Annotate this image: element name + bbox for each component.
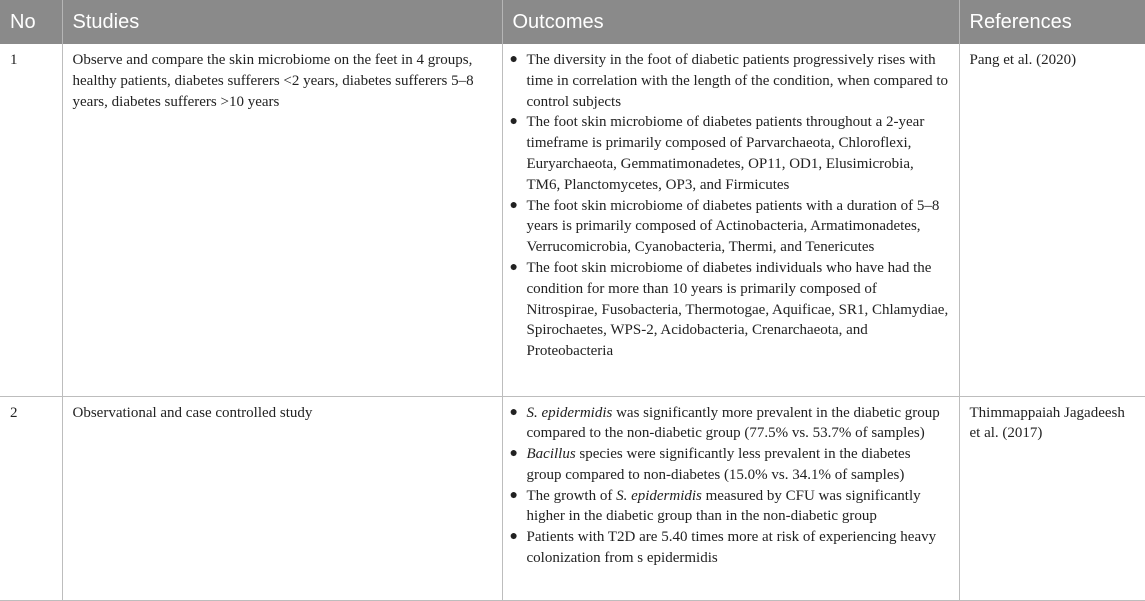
header-studies: Studies bbox=[62, 0, 502, 44]
species-name: Bacillus bbox=[526, 446, 576, 463]
outcome-list bbox=[509, 403, 949, 569]
outcome-text: The foot skin microbiome of diabetes patients with a duration of 5–8 years is primarily composed of Actinobacteria, Armatimonadetes, Verrucomicrobia, Cyanobacteria, Thermi, and Tenericutes bbox=[526, 197, 940, 256]
outcome-text: Patients with T2D are 5.40 times more at risk of experiencing heavy colonization from s epidermidis bbox=[526, 529, 937, 567]
bullet-icon: ● bbox=[509, 487, 518, 503]
bullet-icon: ● bbox=[509, 114, 518, 130]
outcome-item bbox=[509, 196, 949, 258]
cell-no: 2 bbox=[0, 396, 62, 600]
bullet-icon: ● bbox=[509, 197, 518, 213]
bullet-icon: ● bbox=[509, 529, 518, 545]
outcome-item bbox=[509, 486, 949, 528]
bullet-icon: ● bbox=[509, 52, 518, 67]
outcome-list bbox=[509, 50, 949, 362]
bullet-icon: ● bbox=[509, 259, 518, 275]
cell-reference: Thimmappaiah Jagadeesh et al. (2017) bbox=[959, 396, 1145, 600]
cell-outcomes bbox=[502, 396, 959, 600]
outcome-item bbox=[509, 444, 949, 486]
cell-study: Observational and case controlled study bbox=[62, 396, 502, 600]
table-header bbox=[0, 0, 1145, 44]
outcome-item bbox=[509, 50, 949, 112]
outcome-item bbox=[509, 258, 949, 362]
outcome-text: The diversity in the foot of diabetic patients progressively rises with time in correlation with the length of the condition, when compared to control subjects bbox=[526, 52, 949, 110]
bullet-icon: ● bbox=[509, 446, 518, 462]
outcome-text: measured by CFU was significantly higher in the diabetic group than in the non-diabetic group bbox=[526, 487, 921, 525]
outcome-item bbox=[509, 527, 949, 569]
cell-study: Observe and compare the skin microbiome on the feet in 4 groups, healthy patients, diabetes sufferers <2 years, diabetes sufferers 5–8 years, diabetes sufferers >10 years bbox=[62, 44, 502, 396]
table-row bbox=[0, 44, 1145, 396]
outcome-text: species were significantly less prevalent in the diabetes group compared to non-diabetes (15.0% vs. 34.1% of samples) bbox=[526, 446, 911, 483]
table-row bbox=[0, 396, 1145, 600]
cell-outcomes bbox=[502, 44, 959, 396]
outcome-text-prefix: The growth of bbox=[526, 487, 617, 504]
header-references: References bbox=[959, 0, 1145, 44]
outcome-item bbox=[509, 112, 949, 195]
outcome-text: The foot skin microbiome of diabetes patients throughout a 2-year timeframe is primarily composed of Parvarchaeota, Chloroflexi, Euryarchaeota, Gemmatimonadetes, OP11, OD1, Elusimicrobia, TM6, Planctomycetes, OP3, and Firmicutes bbox=[526, 114, 925, 193]
header-no: No bbox=[0, 0, 62, 44]
outcome-text: The foot skin microbiome of diabetes individuals who have had the condition for more than 10 years is primarily composed of Nitrospirae, Fusobacteria, Thermotogae, Aquificae, SR1, Chlamydiae, Spirochaetes, WPS-2, Acidobacteria, Crenarchaeota, and Proteobacteria bbox=[526, 259, 949, 360]
bullet-icon: ● bbox=[509, 404, 518, 420]
cell-reference: Pang et al. (2020) bbox=[959, 44, 1145, 396]
outcome-text: was significantly more prevalent in the diabetic group compared to the non-diabetic group (77.5% vs. 53.7% of samples) bbox=[526, 404, 940, 442]
header-outcomes: Outcomes bbox=[502, 0, 959, 44]
cell-no: 1 bbox=[0, 44, 62, 396]
outcome-item bbox=[509, 403, 949, 445]
species-name: S. epidermidis bbox=[526, 404, 613, 421]
species-name: S. epidermidis bbox=[616, 487, 702, 504]
